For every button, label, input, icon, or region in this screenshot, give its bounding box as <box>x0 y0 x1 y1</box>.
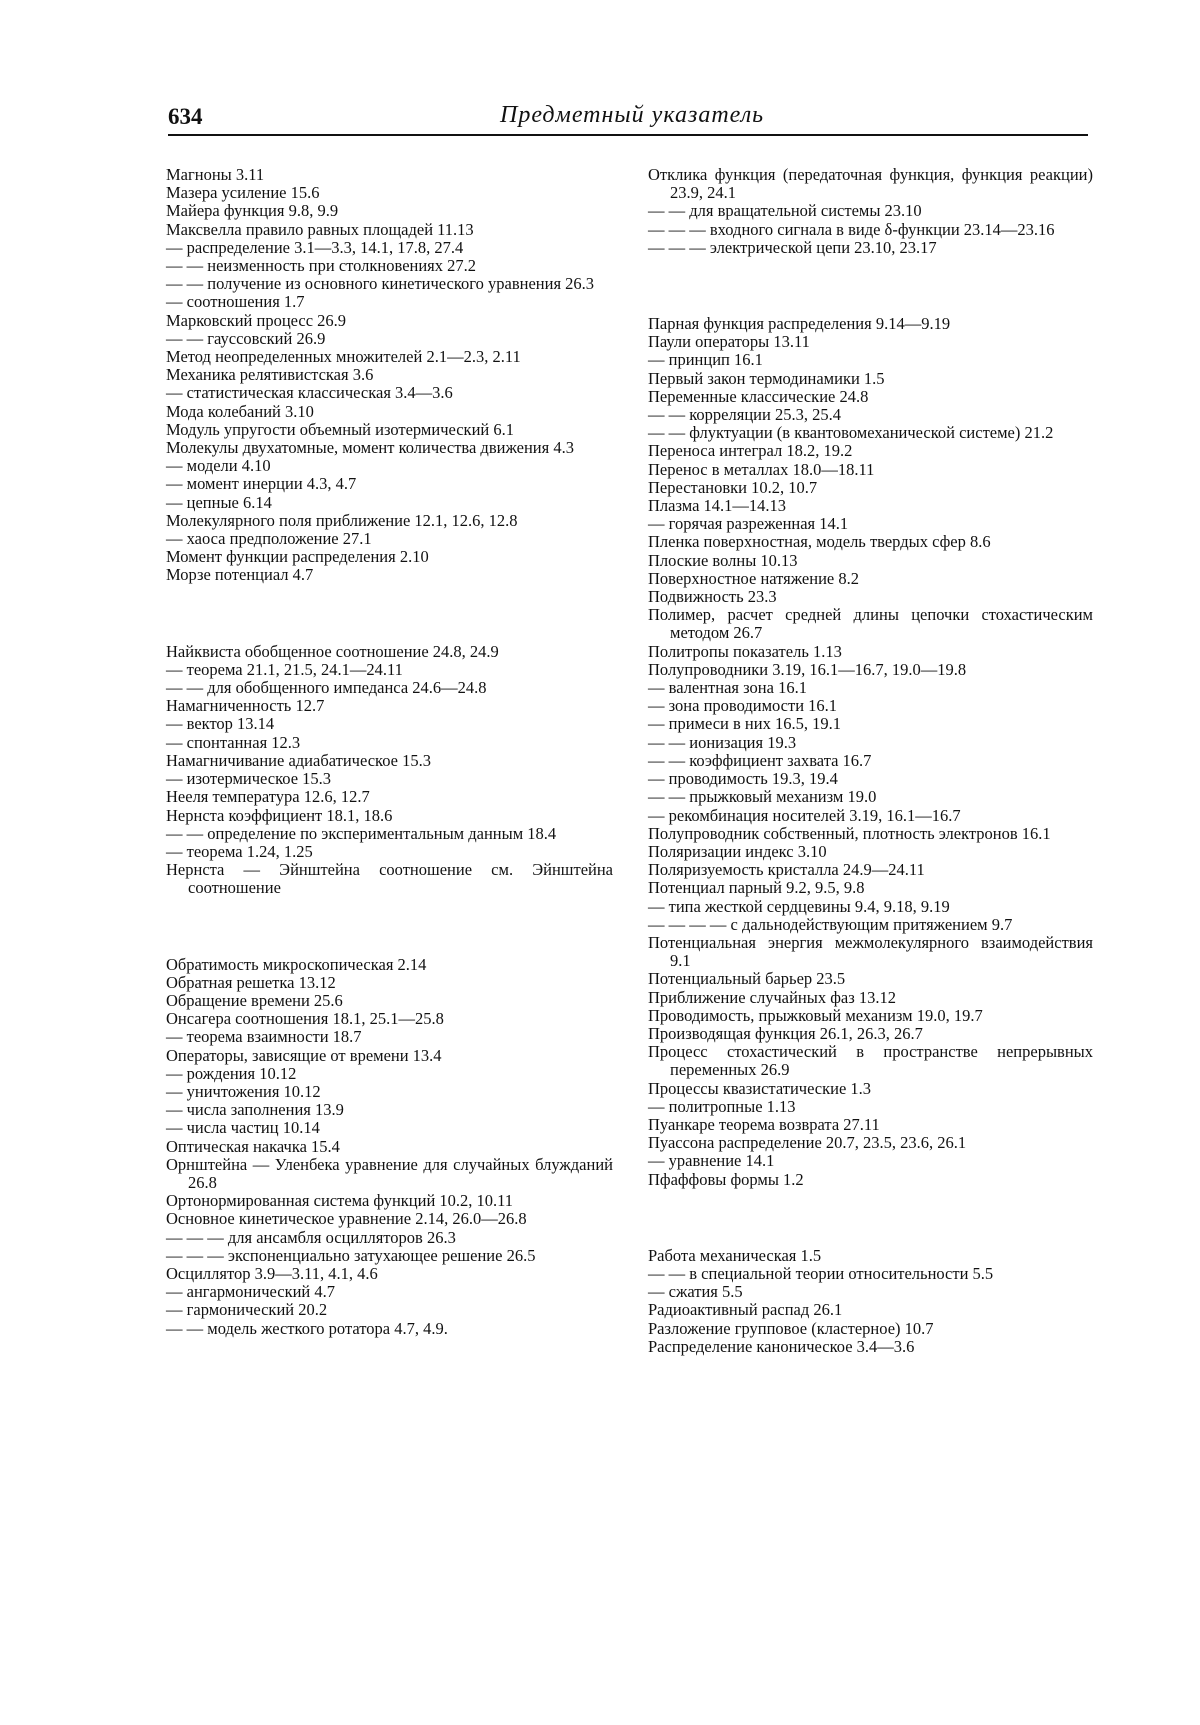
index-entry: — — коэффициент захвата 16.7 <box>648 750 872 770</box>
index-entry: Парная функция распределения 9.14—9.19 <box>648 314 951 334</box>
index-entry: — — в специальной теории относительности 5.5 <box>648 1263 994 1283</box>
index-entry: Переноса интеграл 18.2, 19.2 <box>648 441 853 461</box>
index-entry: Майера функция 9.8, 9.9 <box>166 201 339 221</box>
index-entry: Процессы квазистатические 1.3 <box>648 1078 872 1098</box>
index-entry: — — модель жесткого ротатора 4.7, 4.9. <box>166 1318 448 1338</box>
index-entry: Поляризуемость кристалла 24.9—24.11 <box>648 860 925 880</box>
index-entry: — числа заполнения 13.9 <box>166 1100 344 1120</box>
index-section <box>648 315 1093 1189</box>
section-gap <box>166 585 613 643</box>
index-entry: Плоские волны 10.13 <box>648 550 798 570</box>
index-entry: — принцип 16.1 <box>648 350 763 370</box>
index-entry: Подвижность 23.3 <box>648 587 777 607</box>
index-entry: Максвелла правило равных площадей 11.13 <box>166 219 474 239</box>
index-entry: Намагниченность 12.7 <box>166 696 325 716</box>
index-entry: Производящая функция 26.1, 26.3, 26.7 <box>648 1023 923 1043</box>
index-entry: Полимер, расчет средней длины цепочки стохастическим методом 26.7 <box>648 605 1093 643</box>
index-entry: — рекомбинация носителей 3.19, 16.1—16.7 <box>648 805 961 825</box>
index-entry: — теорема 21.1, 21.5, 24.1—24.11 <box>166 659 403 679</box>
index-entry: — валентная зона 16.1 <box>648 678 807 698</box>
index-entry: Плазма 14.1—14.13 <box>648 496 787 516</box>
index-entry: Отклика функция (передаточная функция, функция реакции) 23.9, 24.1 <box>648 165 1093 203</box>
index-entry: — зона проводимости 16.1 <box>648 696 838 716</box>
index-entry: Работа механическая 1.5 <box>648 1245 822 1265</box>
index-entry: — цепные 6.14 <box>166 492 272 512</box>
index-entry: — — получение из основного кинетического уравнения 26.3 <box>166 274 595 294</box>
index-entry: Мазера усиление 15.6 <box>166 183 320 203</box>
index-entry: Нееля температура 12.6, 12.7 <box>166 787 370 807</box>
index-entry: — — корреляции 25.3, 25.4 <box>648 405 841 425</box>
index-entry: — — прыжковый механизм 19.0 <box>648 787 877 807</box>
index-entry: — спонтанная 12.3 <box>166 732 301 752</box>
index-entry: Переменные классические 24.8 <box>648 386 869 406</box>
index-entry: Найквиста обобщенное соотношение 24.8, 24.9 <box>166 641 499 661</box>
index-entry: — — для обобщенного импеданса 24.6—24.8 <box>166 678 487 698</box>
index-entry: Поверхностное натяжение 8.2 <box>648 568 859 588</box>
index-entry: Потенциал парный 9.2, 9.5, 9.8 <box>648 878 865 898</box>
index-entry: Перенос в металлах 18.0—18.11 <box>648 459 875 479</box>
index-entry: Орнштейна — Уленбека уравнение для случайных блужданий 26.8 <box>166 1154 613 1192</box>
index-entry: Марковский процесс 26.9 <box>166 310 347 330</box>
index-column-right <box>648 166 1093 1356</box>
index-entry: Модуль упругости объемный изотермический 6.1 <box>166 419 514 439</box>
index-entry: Паули операторы 13.11 <box>648 332 810 352</box>
index-entry: Политропы показатель 1.13 <box>648 641 842 661</box>
index-section <box>166 956 613 1338</box>
index-entry: Обратимость микроскопическая 2.14 <box>166 954 427 974</box>
index-entry: — числа частиц 10.14 <box>166 1118 320 1138</box>
index-entry: Проводимость, прыжковый механизм 19.0, 19.7 <box>648 1005 983 1025</box>
index-section <box>166 643 613 898</box>
page-header <box>168 100 1088 136</box>
index-entry: Механика релятивистская 3.6 <box>166 365 374 385</box>
index-section <box>166 166 613 585</box>
index-entry: — политропные 1.13 <box>648 1096 796 1116</box>
index-entry: Пуассона распределение 20.7, 23.5, 23.6, 26.1 <box>648 1133 967 1153</box>
index-entry: Процесс стохастический в пространстве непрерывных переменных 26.9 <box>648 1042 1093 1080</box>
index-entry: Онсагера соотношения 18.1, 25.1—25.8 <box>166 1009 444 1029</box>
index-entry: Потенциальный барьер 23.5 <box>648 969 846 989</box>
index-entry: Оптическая накачка 15.4 <box>166 1136 340 1156</box>
index-entry: Обращение времени 25.6 <box>166 990 343 1010</box>
index-entry: — сжатия 5.5 <box>648 1282 743 1302</box>
index-entry: — гармонический 20.2 <box>166 1300 328 1320</box>
index-entry: Молекулярного поля приближение 12.1, 12.6, 12.8 <box>166 510 518 530</box>
index-entry: — — ионизация 19.3 <box>648 732 797 752</box>
index-entry: — модели 4.10 <box>166 456 271 476</box>
index-entry: — уравнение 14.1 <box>648 1151 775 1171</box>
index-entry: — — — для ансамбля осцилляторов 26.3 <box>166 1227 456 1247</box>
index-entry: Поляризации индекс 3.10 <box>648 841 827 861</box>
index-entry: Метод неопределенных множителей 2.1—2.3, 2.11 <box>166 347 521 367</box>
index-entry: Мода колебаний 3.10 <box>166 401 314 421</box>
index-section <box>648 1247 1093 1356</box>
section-gap <box>166 898 613 956</box>
index-entry: Морзе потенциал 4.7 <box>166 565 314 585</box>
index-entry: Разложение групповое (кластерное) 10.7 <box>648 1318 934 1338</box>
index-entry: Перестановки 10.2, 10.7 <box>648 477 818 497</box>
index-entry: — — — входного сигнала в виде δ-функции 23.14—23.16 <box>648 219 1055 239</box>
index-entry: — уничтожения 10.12 <box>166 1081 321 1101</box>
running-title: Предметный указатель <box>500 102 765 128</box>
index-column-left <box>166 166 613 1338</box>
index-entry: — — гауссовский 26.9 <box>166 328 326 348</box>
index-entry: Нернста — Эйнштейна соотношение см. Эйнштейна соотношение <box>166 860 613 898</box>
index-entry: — момент инерции 4.3, 4.7 <box>166 474 357 494</box>
index-entry: Основное кинетическое уравнение 2.14, 26.0—26.8 <box>166 1209 527 1229</box>
index-entry: — примеси в них 16.5, 19.1 <box>648 714 841 734</box>
index-entry: Распределение каноническое 3.4—3.6 <box>648 1336 915 1356</box>
index-entry: Потенциальная энергия межмолекулярного взаимодействия 9.1 <box>648 932 1093 971</box>
index-entry: Полупроводники 3.19, 16.1—16.7, 19.0—19.8 <box>648 659 967 679</box>
index-entry: — распределение 3.1—3.3, 14.1, 17.8, 27.4 <box>166 237 464 257</box>
index-entry: — типа жесткой сердцевины 9.4, 9.18, 9.19 <box>648 896 950 916</box>
index-entry: — — определение по экспериментальным данным 18.4 <box>166 823 557 843</box>
index-entry: Операторы, зависящие от времени 13.4 <box>166 1045 442 1065</box>
index-entry: — — — экспоненциально затухающее решение 26.5 <box>166 1245 536 1265</box>
index-entry: — теорема 1.24, 1.25 <box>166 841 313 861</box>
index-entry: — горячая разреженная 14.1 <box>648 514 849 534</box>
index-entry: — — флуктуации (в квантовомеханической системе) 21.2 <box>648 423 1054 443</box>
index-entry: — теорема взаимности 18.7 <box>166 1027 362 1047</box>
index-entry: Первый закон термодинамики 1.5 <box>648 368 885 388</box>
index-entry: — проводимость 19.3, 19.4 <box>648 769 838 789</box>
index-entry: Молекулы двухатомные, момент количества движения 4.3 <box>166 438 574 458</box>
index-entry: — хаоса предположение 27.1 <box>166 529 372 549</box>
index-entry: — — неизменность при столкновениях 27.2 <box>166 256 477 276</box>
index-entry: Пфаффовы формы 1.2 <box>648 1169 804 1189</box>
index-entry: Ортонормированная система функций 10.2, 10.11 <box>166 1191 514 1211</box>
index-entry: Пленка поверхностная, модель твердых сфер 8.6 <box>648 532 991 552</box>
index-entry: — — для вращательной системы 23.10 <box>648 201 922 221</box>
index-entry: — — — — с дальнодействующим притяжением 9.7 <box>648 914 1013 934</box>
index-entry: — — — электрической цепи 23.10, 23.17 <box>648 237 937 257</box>
index-entry: — вектор 13.14 <box>166 714 275 734</box>
index-entry: Обратная решетка 13.12 <box>166 972 336 992</box>
index-entry: Магноны 3.11 <box>166 165 265 184</box>
index-entry: — статистическая классическая 3.4—3.6 <box>166 383 453 403</box>
index-entry: Радиоактивный распад 26.1 <box>648 1300 843 1320</box>
index-entry: Намагничивание адиабатическое 15.3 <box>166 750 431 770</box>
index-entry: — соотношения 1.7 <box>166 292 305 312</box>
page-number: 634 <box>168 104 203 129</box>
section-gap <box>648 1189 1093 1247</box>
index-section <box>648 166 1093 257</box>
index-entry: — изотермическое 15.3 <box>166 769 332 789</box>
section-gap <box>648 257 1093 315</box>
index-entry: Момент функции распределения 2.10 <box>166 547 429 567</box>
index-entry: Полупроводник собственный, плотность электронов 16.1 <box>648 823 1051 843</box>
index-entry: — рождения 10.12 <box>166 1063 297 1083</box>
index-entry: — ангармонический 4.7 <box>166 1282 336 1302</box>
index-entry: Нернста коэффициент 18.1, 18.6 <box>166 805 393 825</box>
index-entry: Осциллятор 3.9—3.11, 4.1, 4.6 <box>166 1263 378 1283</box>
index-entry: Пуанкаре теорема возврата 27.11 <box>648 1114 880 1134</box>
index-entry: Приближение случайных фаз 13.12 <box>648 987 896 1007</box>
